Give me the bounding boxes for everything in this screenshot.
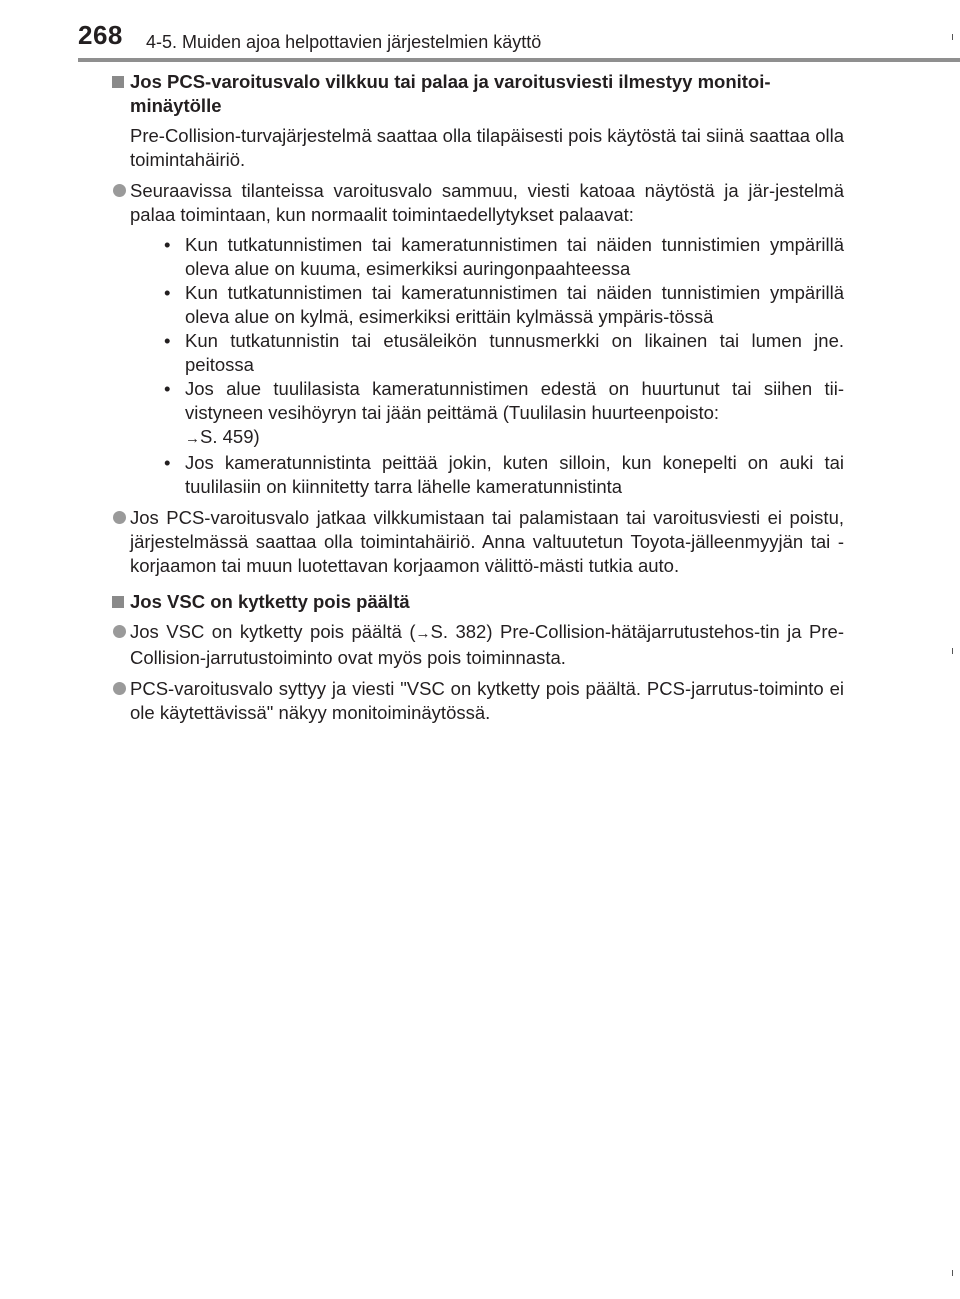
section-heading (111, 70, 844, 118)
crop-mark-top (952, 34, 953, 40)
bullet-item (130, 329, 844, 377)
section-square-icon (112, 76, 124, 88)
dot-list-item (111, 620, 844, 670)
crop-mark-middle (952, 648, 953, 654)
bullet-glyph: • (164, 330, 171, 351)
page-content (111, 70, 844, 732)
dot-bullet-icon (113, 625, 126, 638)
arrow-icon: → (415, 625, 431, 642)
bullet-item (130, 233, 844, 281)
bullet-text: Kun tutkatunnistin tai etusäleikön tunnusmerkki on likainen tai lumen jne. peitossa (185, 330, 844, 375)
bullet-glyph: • (164, 452, 171, 473)
dot-item-text: PCS-varoitusvalo syttyy ja viesti "VSC on kytketty pois päältä. PCS-jarrutus-toiminto ei ole käytettävissä" näkyy monitoiminäytössä. (130, 678, 844, 723)
bullet-list (130, 233, 844, 499)
dot-list-item (111, 179, 844, 499)
arrow-icon: → (185, 430, 200, 447)
page-reference: S. 382 (430, 621, 487, 642)
page-reference: S. 459) (200, 426, 260, 447)
bullet-text: Kun tutkatunnistimen tai kameratunnistimen tai näiden tunnistimien ympärillä oleva alue on kylmä, esimerkiksi erittäin kylmässä ympäris-tössä (185, 282, 844, 327)
bullet-item (130, 281, 844, 329)
section-heading-text: Jos VSC on kytketty pois päältä (130, 591, 410, 612)
bullet-item (130, 377, 844, 451)
dot-list-item (111, 677, 844, 725)
page-header (0, 0, 960, 62)
section-intro: Pre-Collision-turvajärjestelmä saattaa olla tilapäisesti pois käytöstä tai siinä saattaa olla toimintahäiriö. (130, 125, 844, 170)
chapter-title: 4-5. Muiden ajoa helpottavien järjestelmien käyttö (146, 32, 542, 52)
page-number: 268 (78, 20, 123, 50)
dot-list-item (111, 506, 844, 578)
bullet-text: Jos alue tuulilasista kameratunnistimen edestä on huurtunut tai siihen tii-vistyneen vesihöyryn tai jään peittämä (Tuulilasin huurteenpoisto: (185, 378, 844, 423)
section-square-icon (112, 596, 124, 608)
dot-item-text-end: ) Pre-Collision-hätäjarrutustehos-tin ja Pre-Collision-jarrutustoiminto ovat myös pois toiminnasta. (130, 621, 844, 668)
dot-bullet-icon (113, 511, 126, 524)
dot-bullet-icon (113, 682, 126, 695)
section-heading (111, 590, 844, 614)
bullet-glyph: • (164, 378, 171, 399)
header-divider (78, 58, 960, 62)
dot-item-text: Seuraavissa tilanteissa varoitusvalo sammuu, viesti katoaa näytöstä ja jär-jestelmä palaa toimintaan, kun normaalit toimintaedellytykset palaavat: (130, 180, 844, 225)
bullet-glyph: • (164, 234, 171, 255)
section-heading-text: Jos PCS-varoitusvalo vilkkuu tai palaa ja varoitusviesti ilmestyy monitoi-minäytölle (130, 71, 771, 116)
bullet-text: Jos kameratunnistinta peittää jokin, kuten silloin, kun konepelti on auki tai tuulilasiin on kiinnitetty tarra lähelle kameratunnistinta (185, 452, 844, 497)
dot-item-text: Jos PCS-varoitusvalo jatkaa vilkkumistaan tai palamistaan tai varoitusviesti ei poistu, järjestelmässä saattaa olla toimintahäiriö. Anna valtuutetun Toyota-jälleenmyyjän tai -korjaamon tai muun luotettavan korjaamon välittö-mästi tutkia auto. (130, 507, 844, 576)
dot-item-text-start: Jos VSC on kytketty pois päältä ( (130, 621, 416, 642)
bullet-glyph: • (164, 282, 171, 303)
bullet-text: Kun tutkatunnistimen tai kameratunnistimen tai näiden tunnistimien ympärillä oleva alue on kuuma, esimerkiksi auringonpaahteessa (185, 234, 844, 279)
bullet-item (130, 451, 844, 499)
dot-bullet-icon (113, 184, 126, 197)
crop-mark-bottom (952, 1270, 953, 1276)
